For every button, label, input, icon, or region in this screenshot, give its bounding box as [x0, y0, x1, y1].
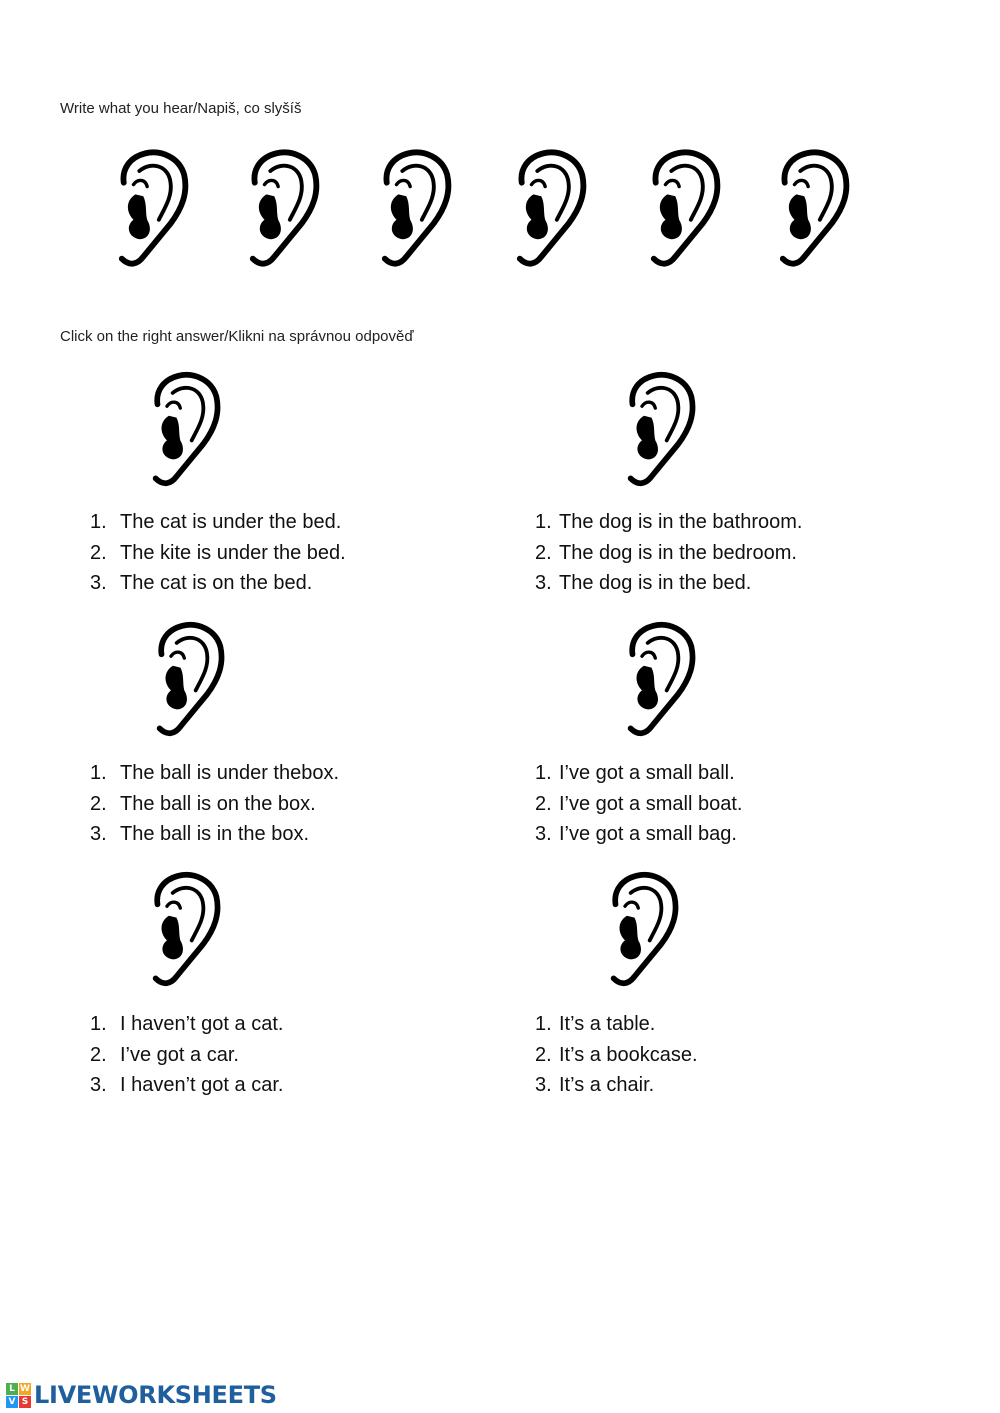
- answer-option[interactable]: 1. The ball is under thebox.: [90, 762, 340, 784]
- logo-mark-letter: V: [6, 1396, 18, 1408]
- answer-options-q5: [90, 1009, 283, 1101]
- answer-option[interactable]: 3. I’ve got a small bag.: [535, 823, 737, 845]
- ear-icon[interactable]: [377, 148, 455, 268]
- logo-mark-letter: W: [20, 1383, 30, 1394]
- liveworksheets-logo[interactable]: [6, 1381, 277, 1409]
- answer-option[interactable]: 3. The cat is on the bed.: [90, 572, 313, 594]
- answer-options-q4: [535, 758, 742, 850]
- answer-option[interactable]: 2. The dog is in the bedroom.: [535, 541, 797, 564]
- answer-option[interactable]: 2. The kite is under the bed.: [90, 541, 346, 564]
- ear-icon[interactable]: [646, 148, 724, 268]
- ear-icon[interactable]: [623, 620, 699, 738]
- ear-icon[interactable]: [623, 370, 699, 488]
- answer-option[interactable]: 3. I haven’t got a car.: [90, 1074, 284, 1096]
- logo-mark-letter: L: [6, 1383, 18, 1395]
- logo-text: LIVEWORKSHEETS: [34, 1381, 277, 1409]
- answer-option[interactable]: 1. It’s a table.: [535, 1013, 656, 1035]
- answer-option[interactable]: 3. The ball is in the box.: [90, 823, 309, 845]
- choose-instruction: Click on the right answer/Klikni na správnou odpověď: [60, 328, 414, 345]
- ear-icon[interactable]: [152, 620, 228, 738]
- answer-option[interactable]: 1. The dog is in the bathroom.: [535, 511, 803, 533]
- answer-option[interactable]: 1. I haven’t got a cat.: [90, 1013, 284, 1035]
- answer-option[interactable]: 2. I’ve got a car.: [90, 1043, 239, 1066]
- ear-icon[interactable]: [245, 148, 323, 268]
- ear-icon[interactable]: [148, 370, 224, 488]
- ear-icon[interactable]: [114, 148, 192, 268]
- answer-option[interactable]: 2. I’ve got a small boat.: [535, 792, 743, 815]
- answer-option[interactable]: 3. It’s a chair.: [535, 1074, 655, 1096]
- ear-icon[interactable]: [512, 148, 590, 268]
- answer-option[interactable]: 2. The ball is on the box.: [90, 792, 316, 815]
- answer-option[interactable]: 3. The dog is in the bed.: [535, 572, 752, 594]
- listen-instruction: Write what you hear/Napiš, co slyšíš: [60, 100, 302, 117]
- logo-mark-letter: S: [19, 1396, 31, 1408]
- ear-icon[interactable]: [148, 870, 224, 988]
- answer-options-q1: [90, 507, 346, 599]
- logo-mark: [6, 1383, 31, 1408]
- answer-options-q2: [535, 507, 802, 599]
- answer-options-q6: [535, 1009, 698, 1101]
- ear-icon[interactable]: [606, 870, 682, 988]
- answer-option[interactable]: 1. I’ve got a small ball.: [535, 762, 735, 784]
- answer-options-q3: [90, 758, 339, 850]
- answer-option[interactable]: 1. The cat is under the bed.: [90, 511, 342, 533]
- ear-icon[interactable]: [775, 148, 853, 268]
- answer-option[interactable]: 2. It’s a bookcase.: [535, 1043, 698, 1066]
